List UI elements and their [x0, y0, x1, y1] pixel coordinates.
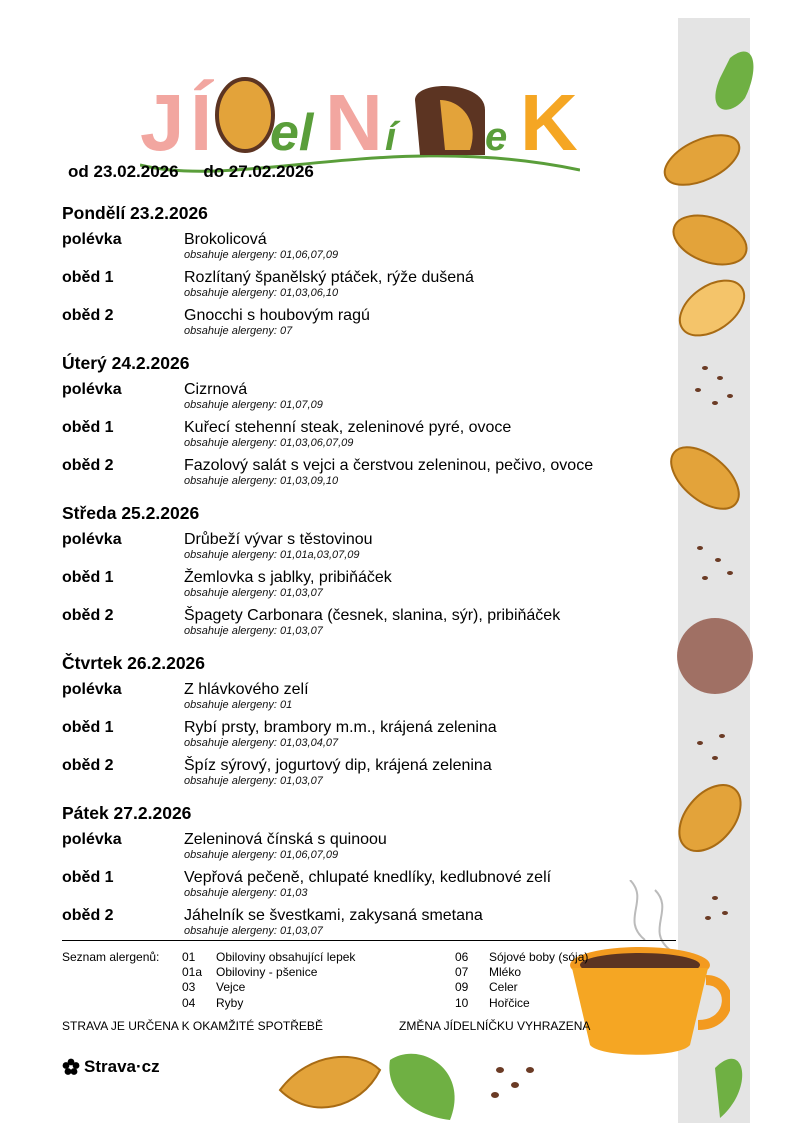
- meal-allergens: obsahuje alergeny: 01,01a,03,07,09: [184, 549, 360, 561]
- meal-row: [62, 680, 682, 718]
- cocoa-pod-icon: [660, 125, 747, 195]
- legend-row: [182, 996, 402, 1011]
- legend-row: [455, 980, 635, 995]
- meal-row: [62, 568, 682, 606]
- meal-name: Z hlávkového zelí: [184, 681, 309, 698]
- meal-row: [62, 456, 682, 494]
- allergen-name: Sójové boby (sója): [489, 950, 589, 964]
- day-title: Čtvrtek 26.2.2026: [62, 653, 206, 673]
- day-section: [62, 802, 682, 944]
- allergen-name: Vejce: [216, 980, 246, 995]
- legend-column-left: [182, 950, 402, 1011]
- allergen-name: Celer: [489, 980, 518, 995]
- meal-allergens: obsahuje alergeny: 01,03,06,10: [184, 287, 339, 299]
- svg-text:e: e: [485, 115, 508, 159]
- svg-text:Í: Í: [190, 78, 213, 167]
- divider: [62, 940, 676, 941]
- meal-name: Kuřecí stehenní steak, zeleninové pyré, ovoce: [184, 419, 512, 436]
- meal-allergens: obsahuje alergeny: 01,06,07,09: [184, 849, 339, 861]
- day-section: [62, 352, 682, 494]
- meal-name: Špíz sýrový, jogurtový dip, krájená zelenina: [184, 757, 492, 774]
- day-section: [62, 202, 682, 344]
- allergen-name: Ryby: [216, 995, 244, 1010]
- change-note: ZMĚNA JÍDELNÍČKU VYHRAZENA: [399, 1019, 591, 1033]
- cocoa-beans-icon: [697, 734, 725, 760]
- meal-name: Žemlovka s jablky, pribiňáček: [184, 569, 392, 586]
- logo-text: Strava·cz: [84, 1057, 160, 1076]
- meal-allergens: obsahuje alergeny: 01,03,09,10: [184, 475, 339, 487]
- day-section: [62, 502, 682, 644]
- meal-name: Brokolicová: [184, 231, 267, 248]
- meal-label: polévka: [62, 831, 122, 848]
- meal-label: polévka: [62, 681, 122, 698]
- meal-row: [62, 718, 682, 756]
- meal-label: oběd 2: [62, 607, 114, 624]
- weekly-menu: [62, 202, 682, 952]
- day-title: Úterý 24.2.2026: [62, 353, 190, 373]
- meal-name: Rybí prsty, brambory m.m., krájená zelenina: [184, 719, 497, 736]
- cocoa-beans-icon: [695, 366, 733, 405]
- flower-icon: [62, 1058, 80, 1076]
- day-title: Středa 25.2.2026: [62, 503, 200, 523]
- meal-name: Špagety Carbonara (česnek, slanina, sýr), pribiňáček: [184, 607, 561, 624]
- meal-allergens: obsahuje alergeny: 01,03,07: [184, 775, 323, 787]
- meal-label: oběd 1: [62, 569, 114, 586]
- meal-label: oběd 1: [62, 719, 114, 736]
- legend-row: [182, 965, 402, 980]
- leaf-icon: [715, 1059, 742, 1118]
- meal-row: [62, 868, 682, 906]
- meal-row: [62, 756, 682, 794]
- allergen-code: 03: [182, 980, 196, 995]
- meal-allergens: obsahuje alergeny: 01,03,07: [184, 925, 323, 937]
- allergen-code: 09: [455, 980, 469, 995]
- svg-text:el: el: [270, 104, 314, 162]
- meal-allergens: obsahuje alergeny: 01,03,07: [184, 587, 323, 599]
- legend-row: [455, 950, 635, 965]
- day-section: [62, 652, 682, 794]
- meal-allergens: obsahuje alergeny: 01,03,04,07: [184, 737, 339, 749]
- legend-row: [182, 950, 402, 965]
- meal-allergens: obsahuje alergeny: 07: [184, 325, 293, 337]
- leaf-icon: [715, 52, 753, 110]
- meal-name: Jáhelník se švestkami, zakysaná smetana: [184, 907, 483, 924]
- day-title: Pondělí 23.2.2026: [62, 203, 208, 223]
- allergen-code: 10: [455, 995, 469, 1010]
- meal-allergens: obsahuje alergeny: 01,06,07,09: [184, 249, 339, 261]
- meal-label: polévka: [62, 231, 122, 248]
- allergen-code: 04: [182, 995, 196, 1010]
- cocoa-pod-icon: [670, 269, 754, 346]
- legend-column-right: [455, 950, 635, 1011]
- meal-label: oběd 2: [62, 307, 114, 324]
- meal-label: oběd 2: [62, 757, 114, 774]
- meal-name: Drůbeží vývar s těstovinou: [184, 531, 373, 548]
- meal-label: oběd 2: [62, 907, 114, 924]
- date-from: od 23.02.2026: [68, 162, 179, 181]
- meal-row: [62, 906, 682, 944]
- meal-row: [62, 830, 682, 868]
- day-title: Pátek 27.2.2026: [62, 803, 192, 823]
- meal-label: polévka: [62, 381, 122, 398]
- strava-logo: [62, 1057, 160, 1077]
- meal-allergens: obsahuje alergeny: 01,03: [184, 887, 308, 899]
- allergen-code: 06: [455, 950, 469, 964]
- legend-row: [182, 980, 402, 995]
- cocoa-powder-icon: [677, 618, 753, 694]
- meal-label: oběd 1: [62, 419, 114, 436]
- legend-label: Seznam alergenů:: [62, 950, 160, 964]
- svg-text:J: J: [140, 78, 185, 167]
- meal-row: [62, 306, 682, 344]
- allergen-code: 07: [455, 965, 469, 980]
- meal-row: [62, 380, 682, 418]
- meal-allergens: obsahuje alergeny: 01: [184, 699, 293, 711]
- allergen-name: Obiloviny obsahující lepek: [216, 950, 356, 964]
- meal-row: [62, 268, 682, 306]
- svg-text:K: K: [520, 78, 578, 167]
- svg-text:í: í: [385, 115, 397, 159]
- meal-row: [62, 230, 682, 268]
- meal-label: oběd 1: [62, 269, 114, 286]
- allergen-name: Mléko: [489, 965, 522, 980]
- meal-row: [62, 530, 682, 568]
- meal-row: [62, 418, 682, 456]
- legend-row: [455, 965, 635, 980]
- svg-text:N: N: [325, 78, 383, 167]
- meal-label: oběd 1: [62, 869, 114, 886]
- meal-name: Fazolový salát s vejci a čerstvou zeleninou, pečivo, ovoce: [184, 457, 594, 474]
- meal-label: oběd 2: [62, 457, 114, 474]
- cocoa-beans-icon: [697, 546, 733, 580]
- date-range: [68, 162, 334, 182]
- allergen-code: 01a: [182, 965, 203, 980]
- consumption-note: STRAVA JE URČENA K OKAMŽITÉ SPOTŘEBĚ: [62, 1019, 323, 1033]
- meal-allergens: obsahuje alergeny: 01,07,09: [184, 399, 323, 411]
- allergen-name: Obiloviny - pšenice: [216, 965, 318, 980]
- date-to: do 27.02.2026: [203, 162, 314, 181]
- meal-label: polévka: [62, 531, 122, 548]
- meal-name: Rozlítaný španělský ptáček, rýže dušená: [184, 269, 474, 286]
- meal-name: Zeleninová čínská s quinoou: [184, 831, 387, 848]
- meal-allergens: obsahuje alergeny: 01,03,06,07,09: [184, 437, 354, 449]
- meal-allergens: obsahuje alergeny: 01,03,07: [184, 625, 323, 637]
- allergen-name: Hořčice: [489, 995, 530, 1010]
- meal-name: Cizrnová: [184, 381, 248, 398]
- cocoa-pod-illustration: [270, 1030, 550, 1123]
- allergen-code: 01: [182, 950, 196, 964]
- meal-name: Vepřová pečeně, chlupaté knedlíky, kedlubnové zelí: [184, 869, 552, 886]
- legend-row: [455, 996, 635, 1011]
- meal-row: [62, 606, 682, 644]
- meal-name: Gnocchi s houbovým ragú: [184, 307, 370, 324]
